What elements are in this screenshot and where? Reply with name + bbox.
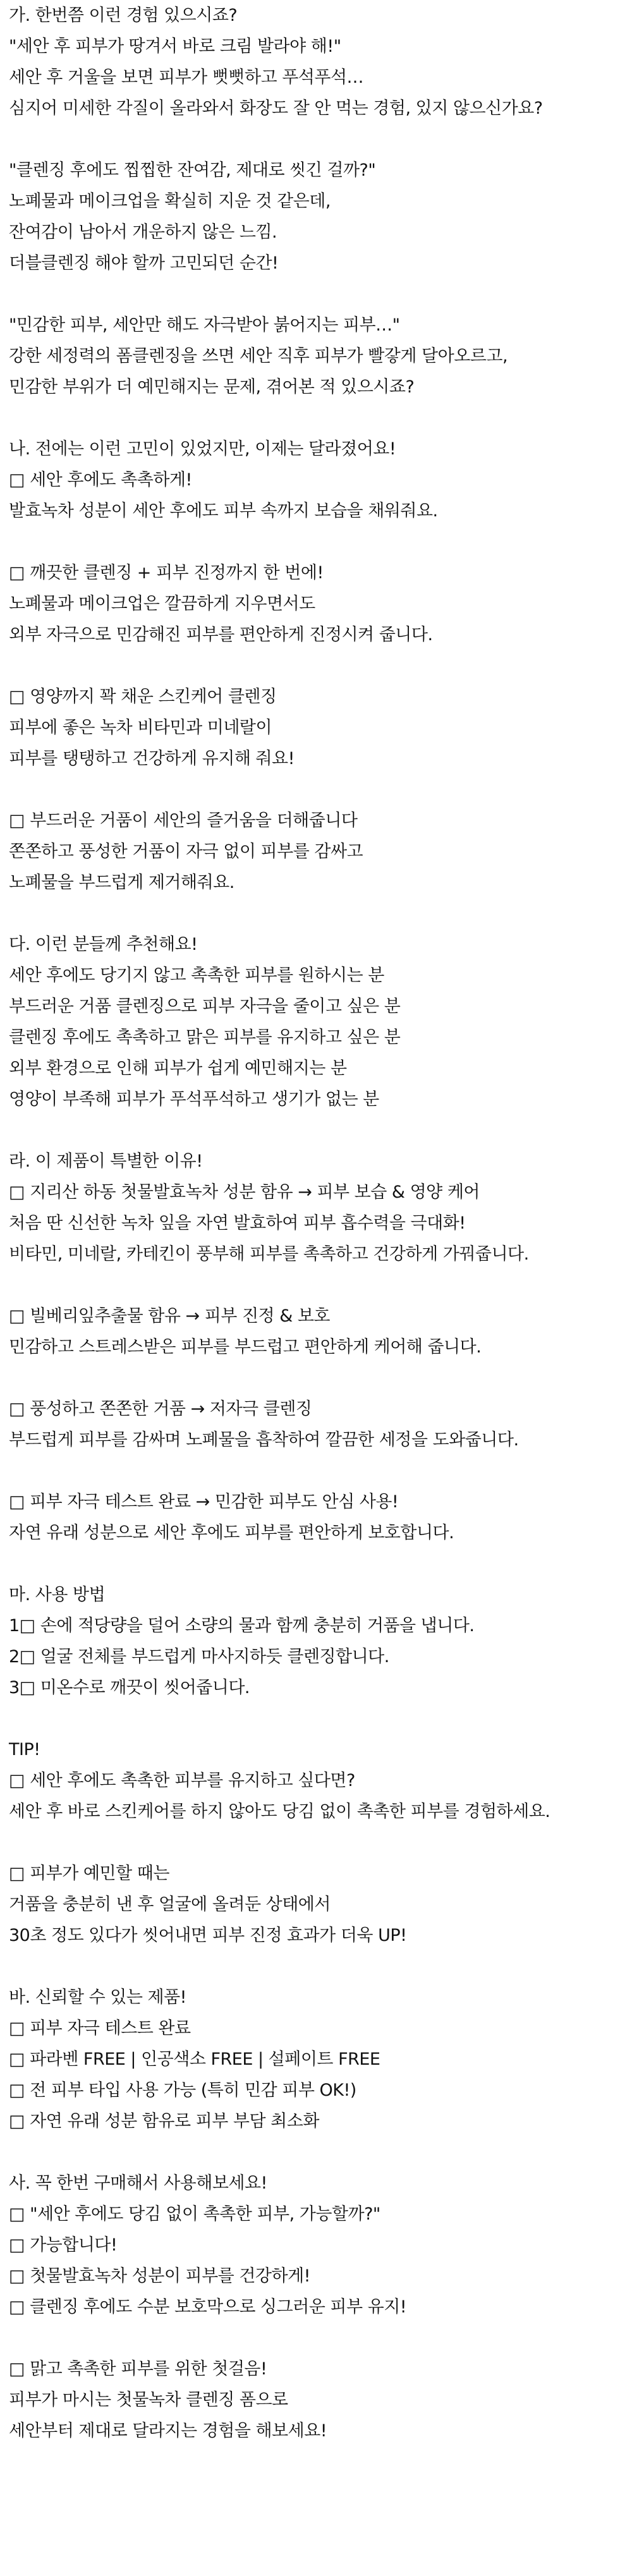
paragraph-spacer	[9, 1363, 632, 1394]
text-line: 민감한 부위가 더 예민해지는 문제, 겪어본 적 있으시죠?	[9, 377, 415, 397]
text-line: □ 세안 후에도 촉촉한 피부를 유지하고 싶다면?	[9, 1771, 355, 1790]
text-line: 심지어 미세한 각질이 올라와서 화장도 잘 안 먹는 경험, 있지 않으신가요?	[9, 99, 543, 118]
paragraph	[9, 805, 632, 898]
paragraph-spacer	[9, 1270, 632, 1301]
paragraph-spacer	[9, 1951, 632, 1982]
text-line: 처음 딴 신선한 녹차 잎을 자연 발효하여 피부 흡수력을 극대화!	[9, 1213, 466, 1233]
paragraph-heading-line: "민감한 피부, 세안만 해도 자극받아 붉어지는 피부…"	[9, 315, 400, 335]
paragraph-spacer	[9, 2323, 632, 2354]
paragraph-spacer	[9, 650, 632, 681]
text-line: 피부에 좋은 녹차 비타민과 미네랄이	[9, 718, 272, 738]
text-line: 영양이 부족해 피부가 푸석푸석하고 생기가 없는 분	[9, 1090, 379, 1109]
paragraph-spacer	[9, 279, 632, 310]
paragraph	[9, 681, 632, 774]
text-line: 강한 세정력의 폼클렌징을 쓰면 세안 직후 피부가 빨갛게 달아오르고,	[9, 346, 508, 366]
paragraph-spacer	[9, 1703, 632, 1734]
text-line: 세안 후에도 당기지 않고 촉촉한 피부를 원하시는 분	[9, 966, 384, 985]
text-line: 노폐물을 부드럽게 제거해줘요.	[9, 873, 234, 892]
paragraph	[9, 1579, 632, 1703]
text-line: 외부 자극으로 민감해진 피부를 편안하게 진정시켜 줍니다.	[9, 625, 433, 645]
paragraph-spacer	[9, 1548, 632, 1579]
paragraph	[9, 434, 632, 526]
paragraph-spacer	[9, 124, 632, 155]
paragraph-spacer	[9, 526, 632, 557]
paragraph-heading-line: TIP!	[9, 1740, 40, 1759]
text-line: 민감하고 스트레스받은 피부를 부드럽고 편안하게 케어해 줍니다.	[9, 1337, 482, 1357]
paragraph	[9, 1858, 632, 1951]
text-line: 1□ 손에 적당량을 덜어 소량의 물과 함께 충분히 거품을 냅니다.	[9, 1616, 475, 1636]
text-line: □ "세안 후에도 당김 없이 촉촉한 피부, 가능할까?"	[9, 2204, 380, 2224]
paragraph-spacer	[9, 2137, 632, 2168]
paragraph-spacer	[9, 898, 632, 929]
text-line: 부드럽게 피부를 감싸며 노폐물을 흡착하여 깔끔한 세정을 도와줍니다.	[9, 1430, 519, 1450]
paragraph	[9, 1982, 632, 2137]
paragraph-spacer	[9, 774, 632, 805]
paragraph	[9, 2168, 632, 2323]
text-line: 외부 환경으로 인해 피부가 쉽게 예민해지는 분	[9, 1059, 347, 1078]
paragraph-heading-line: 사. 꼭 한번 구매해서 사용해보세요!	[9, 2173, 267, 2193]
paragraph-heading-line: □ 영양까지 꽉 채운 스킨케어 클렌징	[9, 687, 277, 707]
text-line: "세안 후 피부가 땅겨서 바로 크림 발라야 해!"	[9, 37, 341, 56]
text-line: 비타민, 미네랄, 카테킨이 풍부해 피부를 촉촉하고 건강하게 가꿔줍니다.	[9, 1244, 529, 1264]
paragraph-heading-line: □ 맑고 촉촉한 피부를 위한 첫걸음!	[9, 2359, 267, 2379]
text-line: □ 가능합니다!	[9, 2235, 118, 2255]
paragraph	[9, 1486, 632, 1548]
paragraph	[9, 557, 632, 650]
text-line: 클렌징 후에도 촉촉하고 맑은 피부를 유지하고 싶은 분	[9, 1028, 401, 1047]
text-line: □ 피부 자극 테스트 완료	[9, 2019, 191, 2038]
paragraph-spacer	[9, 1455, 632, 1486]
text-line: □ 전 피부 타입 사용 가능 (특히 민감 피부 OK!)	[9, 2081, 356, 2100]
text-line: 3□ 미온수로 깨끗이 씻어줍니다.	[9, 1678, 250, 1698]
text-line: 자연 유래 성분으로 세안 후에도 피부를 편안하게 보호합니다.	[9, 1523, 454, 1543]
paragraph	[9, 1394, 632, 1455]
text-line: 30초 정도 있다가 씻어내면 피부 진정 효과가 더욱 UP!	[9, 1926, 407, 1945]
paragraph-spacer	[9, 1115, 632, 1146]
text-line: 더블클렌징 해야 할까 고민되던 순간!	[9, 253, 279, 273]
text-line: 세안부터 제대로 달라지는 경험을 해보세요!	[9, 2421, 327, 2441]
paragraph	[9, 0, 632, 124]
paragraph	[9, 1734, 632, 1827]
paragraph	[9, 1301, 632, 1363]
text-line: □ 자연 유래 성분 함유로 피부 부담 최소화	[9, 2111, 319, 2131]
paragraph	[9, 155, 632, 279]
paragraph-heading-line: □ 부드러운 거품이 세안의 즐거움을 더해줍니다	[9, 811, 358, 830]
text-line: □ 첫물발효녹차 성분이 피부를 건강하게!	[9, 2266, 310, 2286]
text-line: □ 클렌징 후에도 수분 보호막으로 싱그러운 피부 유지!	[9, 2297, 407, 2317]
paragraph-spacer	[9, 1827, 632, 1858]
paragraph-heading-line: □ 피부 자극 테스트 완료 → 민감한 피부도 안심 사용!	[9, 1492, 399, 1512]
text-line: 세안 후 바로 스킨케어를 하지 않아도 당김 없이 촉촉한 피부를 경험하세요.	[9, 1802, 550, 1821]
text-line: 노폐물과 메이크업은 깔끔하게 지우면서도	[9, 594, 315, 614]
paragraph	[9, 929, 632, 1115]
paragraph-heading-line: □ 피부가 예민할 때는	[9, 1864, 169, 1883]
text-line: 피부가 마시는 첫물녹차 클렌징 폼으로	[9, 2390, 288, 2410]
paragraph-heading-line: 나. 전에는 이런 고민이 있었지만, 이제는 달라졌어요!	[9, 439, 396, 459]
paragraph	[9, 1146, 632, 1270]
text-line: 세안 후 거울을 보면 피부가 뻣뻣하고 푸석푸석…	[9, 68, 364, 87]
paragraph-heading-line: 라. 이 제품이 특별한 이유!	[9, 1151, 203, 1171]
text-line: □ 세안 후에도 촉촉하게!	[9, 470, 192, 490]
text-line: 부드러운 거품 클렌징으로 피부 자극을 줄이고 싶은 분	[9, 997, 401, 1016]
text-line: 노폐물과 메이크업을 확실히 지운 것 같은데,	[9, 191, 331, 211]
paragraph-heading-line: □ 깨끗한 클렌징 + 피부 진정까지 한 번에!	[9, 563, 324, 583]
text-line: 2□ 얼굴 전체를 부드럽게 마사지하듯 클렌징합니다.	[9, 1647, 389, 1667]
paragraph-heading-line: 가. 한번쯤 이런 경험 있으시죠?	[9, 6, 238, 25]
paragraph-heading-line: "클렌징 후에도 찝찝한 잔여감, 제대로 씻긴 걸까?"	[9, 161, 376, 180]
text-line: □ 지리산 하동 첫물발효녹차 성분 함유 → 피부 보습 & 영양 케어	[9, 1182, 480, 1202]
text-line: 발효녹차 성분이 세안 후에도 피부 속까지 보습을 채워줘요.	[9, 501, 438, 521]
text-line: 잔여감이 남아서 개운하지 않은 느낌.	[9, 222, 277, 242]
paragraph	[9, 2354, 632, 2446]
paragraph	[9, 310, 632, 403]
text-line: 피부를 탱탱하고 건강하게 유지해 줘요!	[9, 749, 295, 769]
paragraph-heading-line: 다. 이런 분들께 추천해요!	[9, 935, 198, 954]
text-line: 거품을 충분히 낸 후 얼굴에 올려둔 상태에서	[9, 1895, 331, 1914]
paragraph-spacer	[9, 403, 632, 434]
paragraph-heading-line: □ 풍성하고 쫀쫀한 거품 → 저자극 클렌징	[9, 1399, 312, 1419]
text-line: 쫀쫀하고 풍성한 거품이 자극 없이 피부를 감싸고	[9, 842, 363, 861]
paragraph-heading-line: 바. 신뢰할 수 있는 제품!	[9, 1988, 186, 2007]
paragraph-heading-line: 마. 사용 방법	[9, 1585, 106, 1605]
text-line: □ 파라벤 FREE | 인공색소 FREE | 설페이트 FREE	[9, 2050, 380, 2069]
paragraph-heading-line: □ 빌베리잎추출물 함유 → 피부 진정 & 보호	[9, 1306, 330, 1326]
